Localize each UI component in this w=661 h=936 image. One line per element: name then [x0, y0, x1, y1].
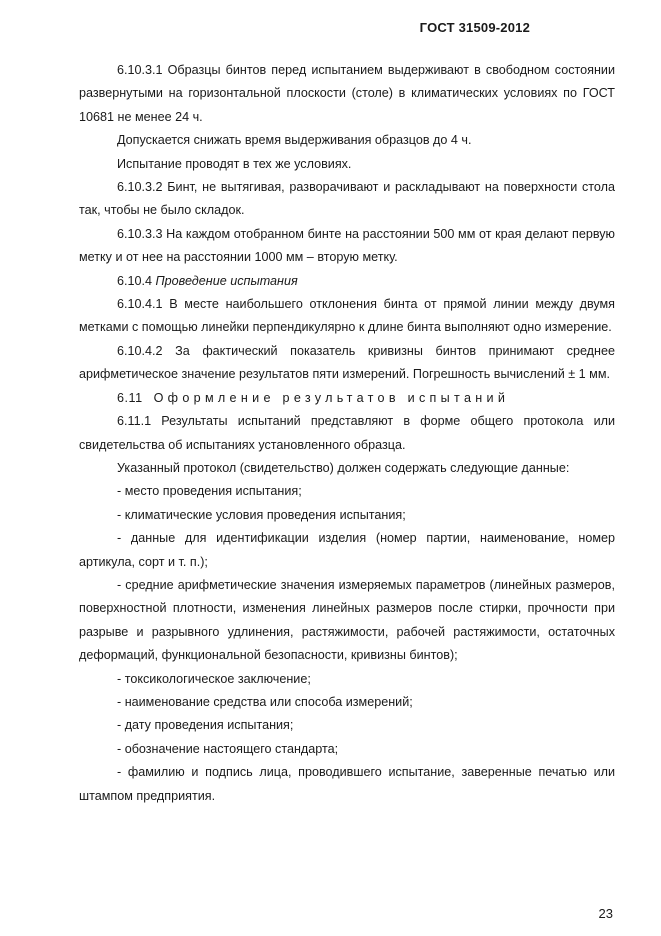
list-item: - место проведения испытания;: [117, 484, 302, 499]
paragraph-6-10-3-3: 6.10.3.3 На каждом отобранном бинте на расстоянии 500 мм от края делают первую метку и от нее на расстоянии 1000 мм – вторую метку.: [79, 226, 615, 265]
section-title: Проведение испытания: [155, 273, 298, 288]
paragraph-6-10-3-1: 6.10.3.1 Образцы бинтов перед испытанием выдерживают в свободном состоянии развернутыми на горизонтальной плоскости (столе) в климатических условиях по ГОСТ 10681 не менее 24 ч.: [79, 63, 615, 124]
list-item: - токсикологическое заключение;: [117, 671, 311, 686]
section-number: 6.11: [117, 390, 143, 405]
paragraph-6-10-4-2: 6.10.4.2 За фактический показатель кривизны бинтов принимают среднее арифметическое значение результатов пяти измерений. Погрешность вычислений ± 1 мм.: [79, 343, 615, 382]
paragraph-note: Допускается снижать время выдерживания образцов до 4 ч.: [117, 133, 472, 148]
section-title: Оформление результатов испытаний: [153, 390, 510, 405]
list-item: - фамилию и подпись лица, проводившего испытание, заверенные печатью или штампом предприятия.: [79, 765, 615, 803]
list-item: - наименование средства или способа измерений;: [117, 694, 413, 709]
paragraph-conditions: Испытание проводят в тех же условиях.: [117, 156, 352, 171]
list-item: - климатические условия проведения испытания;: [117, 507, 406, 522]
paragraph-protocol: Указанный протокол (свидетельство) должен содержать следующие данные:: [117, 460, 570, 475]
list-item: - дату проведения испытания;: [117, 718, 294, 733]
list-item: - данные для идентификации изделия (номер партии, наименование, номер артикула, сорт и т. п.);: [79, 531, 615, 569]
list-item: - средние арифметические значения измеряемых параметров (линейных размеров, поверхностной плотности, изменения линейных размеров после стирки, прочности при разрыве и разрывного удлинения, растяжимости, рабочей растяжимости, остаточных деформаций, функциональной безопасности, кривизны бинтов);: [79, 577, 615, 663]
paragraph-6-10-3-2: 6.10.3.2 Бинт, не вытягивая, разворачивают и раскладывают на поверхности стола так, чтобы не было складок.: [79, 180, 615, 218]
paragraph-6-11-1: 6.11.1 Результаты испытаний представляют в форме общего протокола или свидетельства об испытаниях установленного образца.: [79, 414, 615, 452]
section-heading-6-11: [79, 387, 615, 410]
page-header-standard: ГОСТ 31509-2012: [419, 20, 530, 35]
list-item: - обозначение настоящего стандарта;: [117, 741, 339, 756]
section-number: 6.10.4: [117, 273, 153, 288]
paragraph-6-10-4-1: 6.10.4.1 В месте наибольшего отклонения бинта от прямой линии между двумя метками с помощью линейки перпендикулярно к длине бинта выполняют одно измерение.: [79, 297, 615, 335]
document-body: [79, 59, 615, 808]
page-number: 23: [598, 906, 613, 921]
section-heading-6-10-4: [79, 270, 615, 293]
